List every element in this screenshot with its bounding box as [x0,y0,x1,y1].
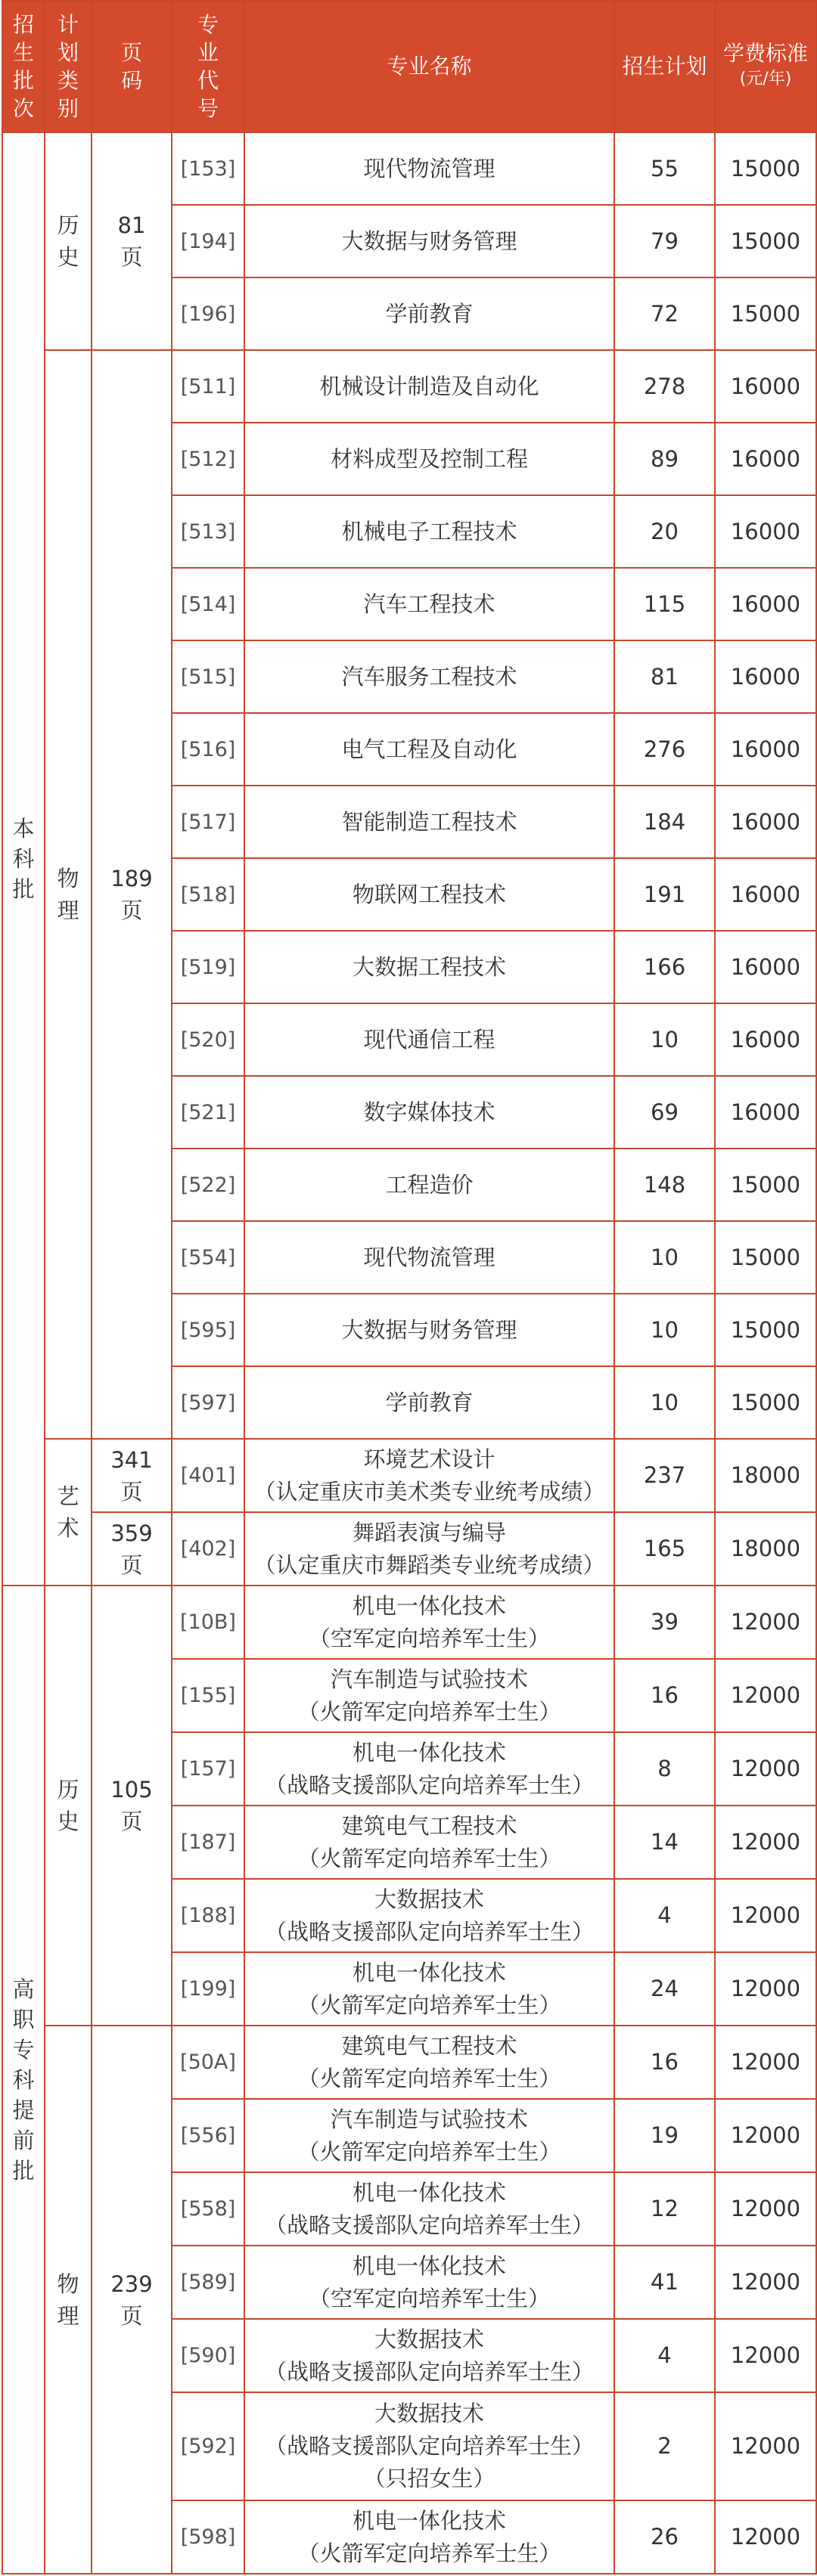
tuition-fee: 12000 [715,1732,816,1806]
table-row [2,132,816,205]
page-ref: 81 页 [92,132,172,350]
tuition-fee: 12000 [715,1586,816,1659]
major-name: 机电一体化技术 （火箭军定向培养军士生） [244,2500,614,2574]
major-code: [199] [172,1952,244,2026]
major-code: [401] [172,1439,244,1512]
major-code: [519] [172,931,244,1003]
header-batch: 招 生 批 次 [2,1,45,132]
tuition-fee: 12000 [715,2172,816,2246]
major-name: 建筑电气工程技术 （火箭军定向培养军士生） [244,2026,614,2099]
plan-count: 69 [614,1076,715,1149]
plan-count: 115 [614,568,715,640]
plan-count: 4 [614,2319,715,2392]
page-ref: 239 页 [92,2026,172,2574]
tuition-fee: 18000 [715,1439,816,1512]
major-code: [511] [172,350,244,423]
major-code: [157] [172,1732,244,1806]
major-name: 材料成型及控制工程 [244,423,614,495]
major-name: 大数据工程技术 [244,931,614,1003]
major-code: [554] [172,1221,244,1294]
major-name: 大数据技术 （战略支援部队定向培养军士生） [244,1879,614,1952]
major-name: 建筑电气工程技术 （火箭军定向培养军士生） [244,1806,614,1879]
header-page: 页 码 [92,1,172,132]
tuition-fee: 16000 [715,568,816,640]
major-code: [521] [172,1076,244,1149]
major-code: [522] [172,1149,244,1221]
tuition-fee: 16000 [715,423,816,495]
category-history: 历 史 [45,1586,92,2026]
tuition-fee: 12000 [715,1806,816,1879]
plan-count: 10 [614,1294,715,1366]
major-code: [556] [172,2099,244,2172]
major-name: 大数据技术 （战略支援部队定向培养军士生） [244,2319,614,2392]
major-code: [194] [172,205,244,277]
header-fee-title: 学费标准 [722,41,808,66]
tuition-fee: 12000 [715,2319,816,2392]
major-code: [597] [172,1366,244,1439]
tuition-fee: 16000 [715,713,816,786]
major-name: 机电一体化技术 （火箭军定向培养军士生） [244,1952,614,2026]
major-name: 机械电子工程技术 [244,495,614,568]
major-code: [50A] [172,2026,244,2099]
plan-count: 10 [614,1366,715,1439]
tuition-fee: 16000 [715,350,816,423]
tuition-fee: 16000 [715,640,816,713]
major-name: 现代物流管理 [244,132,614,205]
tuition-fee: 15000 [715,1366,816,1439]
major-name: 大数据与财务管理 [244,1294,614,1366]
plan-count: 12 [614,2172,715,2246]
tuition-fee: 12000 [715,2099,816,2172]
page-ref: 105 页 [92,1586,172,2026]
table-row [2,1512,816,1586]
tuition-fee: 15000 [715,277,816,350]
plan-count: 14 [614,1806,715,1879]
plan-count: 148 [614,1149,715,1221]
tuition-fee: 12000 [715,1659,816,1732]
table-row [2,350,816,423]
header-fee-unit: (元/年) [739,70,792,88]
tuition-fee: 12000 [715,1879,816,1952]
tuition-fee: 12000 [715,2026,816,2099]
plan-count: 26 [614,2500,715,2574]
batch-vocational: 高 职 专 科 提 前 批 [2,1586,45,2574]
major-name: 电气工程及自动化 [244,713,614,786]
tuition-fee: 18000 [715,1512,816,1586]
plan-count: 24 [614,1952,715,2026]
plan-count: 16 [614,1659,715,1732]
major-code: [518] [172,858,244,931]
tuition-fee: 15000 [715,132,816,205]
major-name: 机电一体化技术 （战略支援部队定向培养军士生） [244,2172,614,2246]
tuition-fee: 16000 [715,495,816,568]
major-code: [155] [172,1659,244,1732]
table-row [2,2026,816,2099]
tuition-fee: 15000 [715,1221,816,1294]
table-row [2,1439,816,1512]
major-name: 智能制造工程技术 [244,786,614,858]
major-name: 汽车制造与试验技术 （火箭军定向培养军士生） [244,1659,614,1732]
major-code: [517] [172,786,244,858]
tuition-fee: 15000 [715,1149,816,1221]
major-name: 机械设计制造及自动化 [244,350,614,423]
major-code: [592] [172,2392,244,2500]
category-physics: 物 理 [45,350,92,1439]
plan-count: 72 [614,277,715,350]
plan-count: 41 [614,2246,715,2319]
tuition-fee: 15000 [715,205,816,277]
major-name: 大数据技术 （战略支援部队定向培养军士生） （只招女生） [244,2392,614,2500]
major-name: 舞蹈表演与编导 （认定重庆市舞蹈类专业统考成绩） [244,1512,614,1586]
major-name: 现代通信工程 [244,1003,614,1076]
plan-count: 191 [614,858,715,931]
plan-count: 79 [614,205,715,277]
table-row [2,1586,816,1659]
plan-count: 2 [614,2392,715,2500]
major-name: 工程造价 [244,1149,614,1221]
major-name: 汽车工程技术 [244,568,614,640]
tuition-fee: 16000 [715,786,816,858]
tuition-fee: 12000 [715,2246,816,2319]
batch-undergrad: 本 科 批 [2,132,45,1586]
tuition-fee: 12000 [715,2500,816,2574]
major-name: 环境艺术设计 （认定重庆市美术类专业统考成绩） [244,1439,614,1512]
major-code: [514] [172,568,244,640]
category-art: 艺 术 [45,1439,92,1586]
major-code: [187] [172,1806,244,1879]
major-name: 现代物流管理 [244,1221,614,1294]
plan-count: 4 [614,1879,715,1952]
major-code: [516] [172,713,244,786]
major-name: 机电一体化技术 （战略支援部队定向培养军士生） [244,1732,614,1806]
plan-count: 89 [614,423,715,495]
header-major: 专业名称 [244,1,614,132]
major-name: 机电一体化技术 （空军定向培养军士生） [244,2246,614,2319]
major-code: [595] [172,1294,244,1366]
tuition-fee: 16000 [715,858,816,931]
major-code: [402] [172,1512,244,1586]
category-physics: 物 理 [45,2026,92,2574]
header-code: 专 业 代 号 [172,1,244,132]
major-code: [598] [172,2500,244,2574]
major-name: 大数据与财务管理 [244,205,614,277]
header-row [2,1,816,132]
major-code: [10B] [172,1586,244,1659]
tuition-fee: 16000 [715,931,816,1003]
major-code: [188] [172,1879,244,1952]
header-fee [715,1,816,132]
page-ref: 341 页 [92,1439,172,1512]
plan-count: 16 [614,2026,715,2099]
plan-count: 165 [614,1512,715,1586]
major-code: [512] [172,423,244,495]
plan-count: 237 [614,1439,715,1512]
major-code: [153] [172,132,244,205]
plan-count: 8 [614,1732,715,1806]
plan-count: 39 [614,1586,715,1659]
tuition-fee: 15000 [715,1294,816,1366]
header-plan: 招生计划 [614,1,715,132]
plan-count: 278 [614,350,715,423]
major-code: [515] [172,640,244,713]
admission-plan-table [2,0,817,2574]
plan-count: 10 [614,1003,715,1076]
tuition-fee: 16000 [715,1003,816,1076]
major-name: 机电一体化技术 （空军定向培养军士生） [244,1586,614,1659]
plan-count: 166 [614,931,715,1003]
major-code: [196] [172,277,244,350]
major-code: [513] [172,495,244,568]
tuition-fee: 12000 [715,1952,816,2026]
major-name: 数字媒体技术 [244,1076,614,1149]
major-name: 学前教育 [244,1366,614,1439]
plan-count: 10 [614,1221,715,1294]
plan-count: 81 [614,640,715,713]
tuition-fee: 16000 [715,1076,816,1149]
major-name: 学前教育 [244,277,614,350]
header-category: 计 划 类 别 [45,1,92,132]
page-ref: 359 页 [92,1512,172,1586]
major-code: [520] [172,1003,244,1076]
plan-count: 19 [614,2099,715,2172]
plan-count: 55 [614,132,715,205]
major-code: [558] [172,2172,244,2246]
major-name: 物联网工程技术 [244,858,614,931]
category-history: 历 史 [45,132,92,350]
plan-count: 20 [614,495,715,568]
page-ref: 189 页 [92,350,172,1439]
major-code: [590] [172,2319,244,2392]
plan-count: 184 [614,786,715,858]
tuition-fee: 12000 [715,2392,816,2500]
major-name: 汽车服务工程技术 [244,640,614,713]
plan-count: 276 [614,713,715,786]
major-name: 汽车制造与试验技术 （火箭军定向培养军士生） [244,2099,614,2172]
major-code: [589] [172,2246,244,2319]
